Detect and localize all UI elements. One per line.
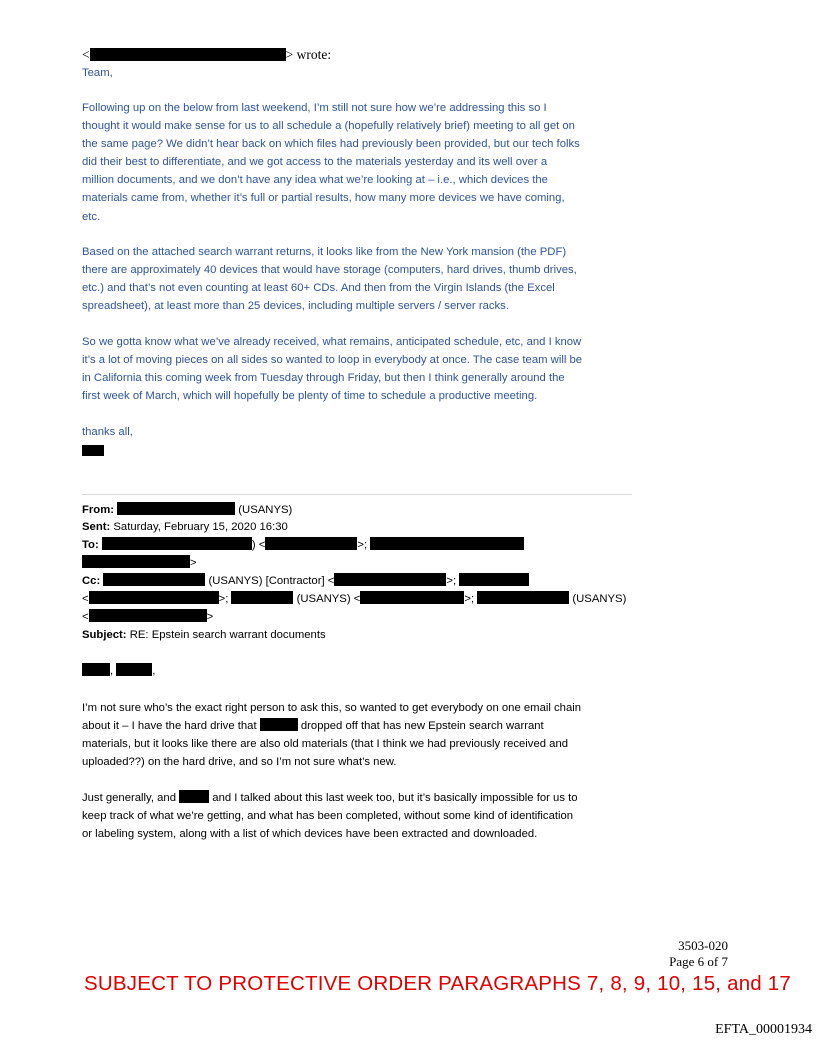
redaction <box>334 573 446 586</box>
bates-number: EFTA_00001934 <box>715 1022 812 1037</box>
redaction <box>260 718 298 731</box>
redaction <box>89 591 219 604</box>
redaction <box>117 502 235 515</box>
redaction <box>459 573 529 586</box>
redaction <box>179 790 209 803</box>
message-paragraph-1: Following up on the below from last weekend, I’m still not sure how we’re addressing this so I thought it would make sense for us to all schedule a (hopefully relatively brief) meeting to all get on the same page? We didn’t hear back on which files had previously been provided, but our tech folks did their best to differentiate, and we got access to the materials yesterday and its well over a million documents, and we don’t have any idea what we’re looking at – i.e., which devices the materials came from, whether it’s full or partial results, how many more devices we have coming, etc. <box>82 102 580 223</box>
redaction <box>231 591 293 604</box>
reply-paragraph-2: Just generally, and and I talked about this last week too, but it’s basically impossible for us to keep track of what we’re getting, and what has been completed, without some kind of identification or labeling system, along with a list of which devices have been extracted and downloaded. <box>82 792 578 841</box>
redaction <box>82 663 110 676</box>
header-from: From: (USANYS) <box>82 504 293 516</box>
salutation: , , <box>82 663 155 679</box>
redaction <box>90 48 286 61</box>
redaction <box>89 609 207 622</box>
divider <box>82 494 632 495</box>
redaction <box>477 591 569 604</box>
reply-paragraph-1: I’m not sure who’s the exact right person to ask this, so wanted to get everybody on one email chain about it – I have the hard drive that dropped off that has new Epstein search warrant materials, but it looks like there are also old materials (that I think we had previously received and uploaded??) on the hard drive, and so I’m not sure what’s new. <box>82 702 582 769</box>
redaction <box>82 445 104 456</box>
header-cc: Cc: (USANYS) [Contractor] < >; <box>82 573 529 589</box>
redaction <box>116 663 152 676</box>
protective-order-banner: SUBJECT TO PROTECTIVE ORDER PARAGRAPHS 7, 8, 9, 10, 15, and 17 <box>84 972 791 995</box>
header-subject: Subject: RE: Epstein search warrant documents <box>82 629 326 641</box>
quoted-sender-line: < > wrote: <box>82 47 332 62</box>
header-sent: Sent: Saturday, February 15, 2020 16:30 <box>82 521 288 533</box>
header-cc-continued-2: < > <box>82 611 214 623</box>
header-to-continued: > <box>82 555 197 571</box>
header-to: To: ) < >; <box>82 537 524 553</box>
header-cc-continued: < >; (USANYS) < >; (USANYS) <box>82 593 627 605</box>
exhibit-code: 3503-020 Page 6 of 7 <box>669 938 728 969</box>
redaction <box>370 537 524 550</box>
message-paragraph-2: Based on the attached search warrant returns, it looks like from the New York mansion (the PDF) there are approximately 40 devices that would have storage (computers, hard drives, thumb drives, etc.) and that’s not even counting at least 60+ CDs. And then from the Virgin Islands (the Excel spreadsheet), at least more than 25 devices, including multiple servers / server racks. <box>82 246 577 313</box>
signoff: thanks all, <box>82 426 133 438</box>
redaction <box>360 591 464 604</box>
redaction <box>82 555 190 568</box>
greeting: Team, <box>82 67 113 79</box>
signature-redaction <box>82 442 104 460</box>
message-paragraph-3: So we gotta know what we’ve already received, what remains, anticipated schedule, etc, and I know it’s a lot of moving pieces on all sides so wanted to loop in everybody at once. The case team will be in California this coming week from Tuesday through Friday, but then I think generally around the first week of March, which will hopefully be plenty of time to schedule a productive meeting. <box>82 336 583 403</box>
redaction <box>103 573 205 586</box>
redaction <box>102 537 252 550</box>
redaction <box>265 537 357 550</box>
